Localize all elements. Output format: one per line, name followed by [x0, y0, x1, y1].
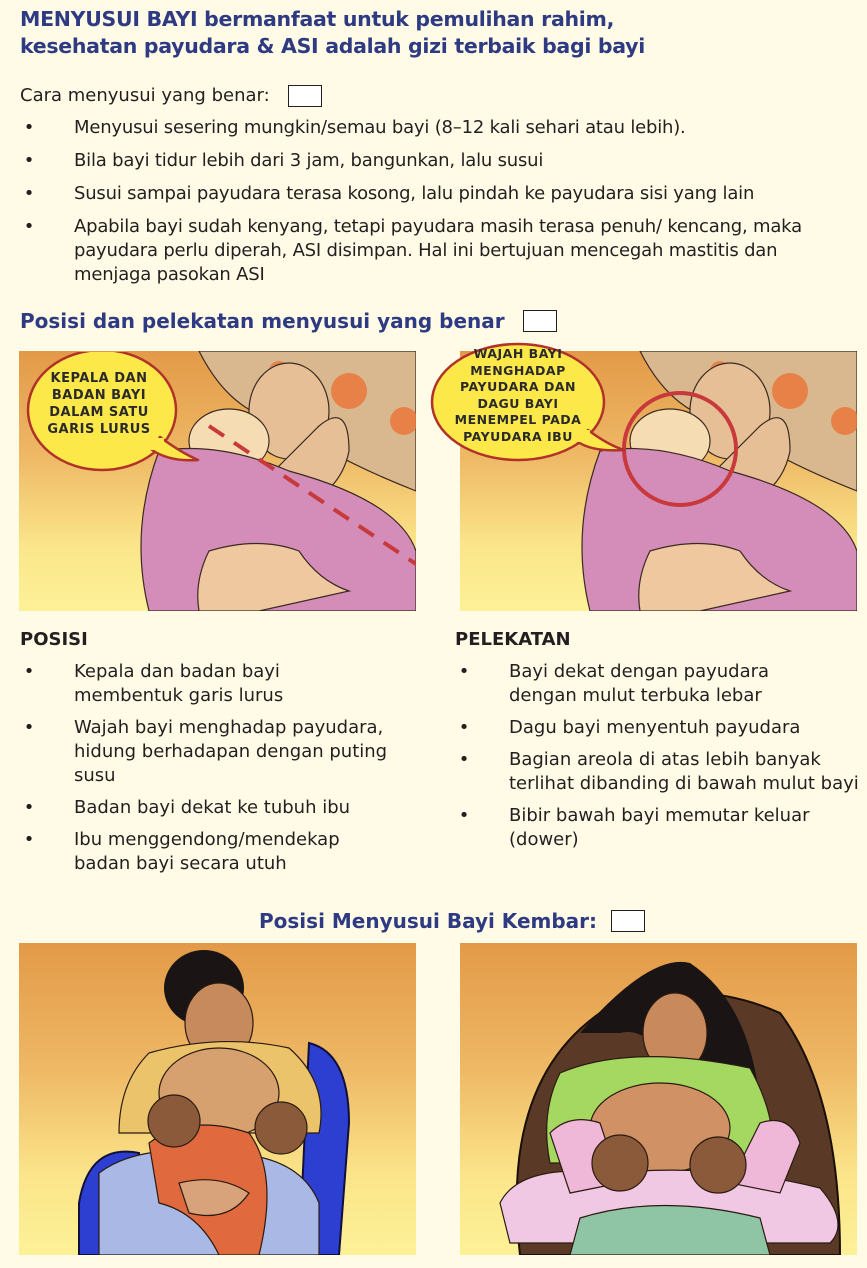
- intro-row: [20, 84, 322, 108]
- list-item: [20, 215, 860, 287]
- page-title: [20, 6, 860, 60]
- intro-label: Cara menyusui yang benar:: [20, 85, 270, 106]
- list-item-text: Apabila bayi sudah kenyang, tetapi payudara masih terasa penuh/ kencang, maka payudara perlu diperah, ASI disimpan. Hal ini bertujuan mencegah mastitis dan menjaga pasokan ASI: [74, 216, 802, 285]
- bubble-line: KEPALA DAN: [50, 371, 148, 386]
- list-item: [20, 716, 430, 788]
- list-item-text: Ibu menggendong/mendekap badan bayi secara utuh: [74, 829, 340, 874]
- section-heading-text: Posisi Menyusui Bayi Kembar:: [259, 909, 598, 933]
- list-item-text: Wajah bayi menghadap payudara, hidung berhadapan dengan puting susu: [74, 717, 388, 786]
- intro-checkbox[interactable]: [288, 85, 322, 107]
- bubble-line: DAGU BAYI: [477, 395, 559, 411]
- list-item: [455, 660, 865, 708]
- list-item-text: Bagian areola di atas lebih banyak terlihat dibanding di bawah mulut bayi: [509, 749, 859, 794]
- list-item: [20, 828, 430, 876]
- pelekatan-heading: PELEKATAN: [455, 629, 571, 650]
- list-item-text: Badan bayi dekat ke tubuh ibu: [74, 797, 351, 818]
- list-item-text: Susui sampai payudara terasa kosong, lalu pindah ke payudara sisi yang lain: [74, 183, 755, 204]
- twins-checkbox[interactable]: [611, 910, 645, 932]
- illustration-twins-pillow: [460, 943, 857, 1255]
- illustration-twins-blue-chair: [19, 943, 416, 1255]
- list-item: [20, 116, 860, 140]
- bullet-icon: •: [458, 717, 470, 738]
- list-item-text: Bila bayi tidur lebih dari 3 jam, bangunkan, lalu susui: [74, 150, 544, 171]
- page-title-line-1: MENYUSUI BAYI bermanfaat untuk pemulihan rahim,: [20, 7, 615, 31]
- list-item-text: Menyusui sesering mungkin/semau bayi (8–12 kali sehari atau lebih).: [74, 117, 686, 138]
- bullet-icon: •: [458, 805, 470, 826]
- twins-breastfeeding-illustration: [460, 943, 857, 1255]
- bubble-line: GARIS LURUS: [47, 422, 151, 437]
- list-item: [455, 804, 865, 852]
- posisi-heading: POSISI: [20, 629, 88, 650]
- list-item-text: Bibir bawah bayi memutar keluar (dower): [509, 805, 810, 850]
- bubble-line: PAYUDARA DAN: [460, 379, 576, 394]
- section-heading-twins: [259, 908, 645, 934]
- section-heading-text: Posisi dan pelekatan menyusui yang benar: [20, 309, 505, 333]
- bubble-line: DALAM SATU: [49, 405, 149, 420]
- bullet-icon: •: [23, 183, 35, 204]
- bubble-line: MENEMPEL PADA: [454, 412, 582, 427]
- list-item: [20, 149, 860, 173]
- bullet-icon: •: [23, 717, 35, 738]
- bullet-icon: •: [458, 661, 470, 682]
- list-item: [20, 796, 430, 820]
- pelekatan-list: [455, 660, 865, 860]
- bubble-line: WAJAH BAYI: [473, 346, 563, 361]
- list-item-text: Dagu bayi menyentuh payudara: [509, 717, 801, 738]
- bullet-icon: •: [23, 150, 35, 171]
- speech-bubble-1-text: [44, 370, 154, 438]
- section-heading-positioning: [20, 308, 557, 334]
- twins-breastfeeding-illustration: [19, 943, 416, 1255]
- bullet-icon: •: [23, 216, 35, 237]
- bullet-icon: •: [23, 829, 35, 850]
- bubble-line: BADAN BAYI: [51, 388, 147, 403]
- bullet-icon: •: [23, 661, 35, 682]
- list-item: [20, 182, 860, 206]
- positioning-checkbox[interactable]: [523, 310, 557, 332]
- bullet-icon: •: [458, 749, 470, 770]
- list-item: [20, 660, 430, 708]
- posisi-list: [20, 660, 430, 884]
- list-item: [455, 716, 865, 740]
- main-bullet-list: [20, 116, 860, 296]
- list-item-text: Kepala dan badan bayi membentuk garis lurus: [74, 661, 284, 706]
- list-item-text: Bayi dekat dengan payudara dengan mulut terbuka lebar: [509, 661, 770, 706]
- speech-bubble-2-text: [440, 346, 596, 445]
- bubble-line: MENGHADAP: [470, 362, 566, 378]
- bullet-icon: •: [23, 117, 35, 138]
- list-item: [455, 748, 865, 796]
- page-title-line-2: kesehatan payudara & ASI adalah gizi terbaik bagi bayi: [20, 34, 645, 58]
- bubble-line: PAYUDARA IBU: [463, 428, 573, 444]
- bullet-icon: •: [23, 797, 35, 818]
